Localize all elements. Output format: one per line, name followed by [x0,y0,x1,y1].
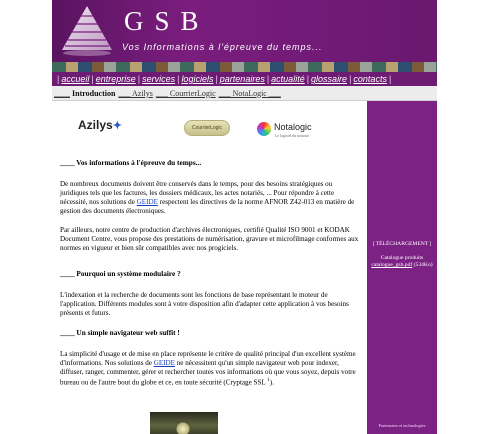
main-nav: | accueil | entreprise | services | logiciels | partenaires | actualité | glossaire | contacts | [52,72,437,86]
geide-link[interactable]: GEIDE [153,358,175,367]
nav-item-contacts[interactable]: contacts [353,74,387,84]
photo-strip [52,62,437,72]
catalog-size: (534Ko) [413,262,433,268]
tagline: Vos Informations à l'épreuve du temps... [122,42,323,52]
nav-item-partenaires[interactable]: partenaires [219,74,265,84]
paragraph: L'indexation et la recherche de documents sont les fonctions de base représentant le moteur de l'application. Différents modules sont à votre disposition afin d'adapter cette application à vos besoins présents et futurs. [60,291,349,317]
gsb-logo-icon [60,4,114,58]
page-wrapper [52,0,437,434]
butterfly-icon: ✦ [112,120,122,132]
subnav-item-notalogic[interactable]: ___ NotaLogic ___ [218,88,281,98]
azilys-logo[interactable]: Azilys✦ [78,118,122,132]
paragraph: De nombreux documents doivent être conservés dans le temps, pour des besoins stratégiques ou juridiques tels que les factures, les dossiers médicaux, les actes notariés, ... Pour répondre à cette nécessité, nos solutions de GEIDE respectent les directives de la norme AFNOR Z42-013 en matière de gestion des documents électroniques. [60,180,355,215]
subnav-item-introduction[interactable]: ____ Introduction [54,88,116,98]
section-title: ____ Un simple navigateur web suffit ! [60,328,180,337]
nav-item-services[interactable]: services [142,74,176,84]
product-logos: Azilys✦ CourrierLogic Notalogic Le logiciel du notariat [60,116,360,140]
sidebar [367,101,437,434]
catalog-label: Catalogue produits [380,254,424,261]
catalog-download-link[interactable]: catalogue_gsb.pdf [371,262,413,268]
subnav-item-courrierlogic[interactable]: ___ CourrierLogic [155,88,216,98]
courrierlogic-logo[interactable]: CourrierLogic [184,120,230,136]
download-box [367,241,437,270]
site-header [52,0,437,62]
product-photo [150,412,218,434]
sub-nav [52,86,437,101]
section-title: ____ Vos informations à l'épreuve du temps... [60,158,202,167]
paragraph: Par ailleurs, notre centre de production d'archives électroniques, certifié Qualité ISO 9001 et KODAK Document Centre, vous propose des prestations de numérisation, gravure et microfilmage conformes aux normes en vigueur et bien sûr compatibles avec nos progiciels. [60,226,359,252]
section-title: ____ Pourquoi un système modulaire ? [60,269,181,278]
nav-item-accueil[interactable]: accueil [61,74,90,84]
color-disc-icon [257,122,271,136]
paragraph: La simplicité d'usage et de mise en place représente le critère de qualité principal d'un excellent système d'informations. Nos solutions de GEIDE ne nécessitent qu'un simple navigateur web pour indexer, diffuser, ranger, commenter, gérer et rechercher toutes vos informations où que vous soyez, depuis votre bureau ou de l'autre bout du globe et ce, en toute sécurité (Cryptage SSL $^1$). [60,350,356,387]
download-title: [ TÉLÉCHARGEMENT ] [372,241,432,247]
geide-link[interactable]: GEIDE [136,197,158,206]
nav-item-actualite[interactable]: actualité [271,74,305,84]
subnav-item-azilys[interactable]: ___ Azilys [118,88,153,98]
sidebar-footer: Partenaires et technologies [378,423,426,428]
nav-item-logiciels[interactable]: logiciels [181,74,214,84]
brand-name: GSB [124,6,210,36]
nav-item-entreprise[interactable]: entreprise [95,74,136,84]
nav-item-glossaire[interactable]: glossaire [311,74,348,84]
